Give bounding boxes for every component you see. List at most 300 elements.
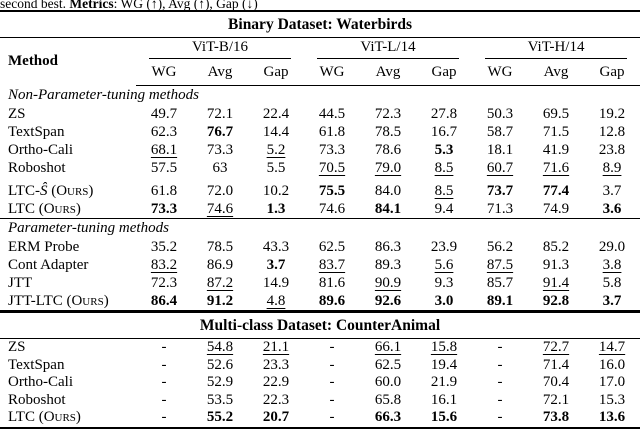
metric-value: 41.9 (542, 141, 570, 158)
metric-cell (416, 238, 472, 256)
metric-value: 74.6 (206, 200, 234, 217)
metric-value: 72.7 (542, 339, 570, 356)
metric-value: 35.2 (150, 238, 178, 255)
metric-value: 14.4 (262, 123, 290, 140)
metric-value: 86.9 (206, 256, 234, 273)
metric-cell (192, 256, 248, 274)
metric-cell (304, 409, 360, 428)
method-ours-tag: (Ours) (34, 409, 81, 426)
metric-cell (304, 159, 360, 177)
method-base: Cont Adapter (8, 256, 89, 273)
metric-cell (528, 105, 584, 123)
metric-cell (136, 409, 192, 428)
metric-value: 70.5 (318, 159, 346, 176)
metric-cell (136, 177, 192, 200)
metric-cell (360, 357, 416, 375)
metric-value: 74.6 (318, 200, 346, 217)
metric-value: 83.7 (318, 256, 346, 273)
metric-cell (136, 392, 192, 410)
method-name (0, 339, 136, 357)
metric-value: 61.8 (150, 182, 178, 199)
metric-cell (416, 374, 472, 392)
metric-cell (248, 159, 304, 177)
metric-value: 29.0 (598, 238, 626, 255)
metric-cell (584, 339, 640, 357)
metric-cell (136, 339, 192, 357)
metric-cell (136, 105, 192, 123)
model-group-header-row (0, 38, 640, 60)
metric-value: - (329, 339, 335, 356)
metric-cell (472, 159, 528, 177)
metric-value: - (329, 409, 335, 426)
metric-value: 5.6 (434, 256, 454, 273)
metric-cell (472, 141, 528, 159)
metric-cell (360, 374, 416, 392)
metric-value: 19.4 (430, 356, 458, 373)
group-header-vit-l14 (304, 38, 472, 60)
metric-value: 56.2 (486, 238, 514, 255)
method-name (0, 238, 136, 256)
metric-value: 13.6 (598, 409, 626, 426)
metric-value: 78.5 (374, 123, 402, 140)
method-ours-tag: (Ours) (62, 292, 109, 309)
metric-value: 54.8 (206, 339, 234, 356)
group-label: ViT-L/14 (360, 38, 416, 55)
metric-header-avg: Avg (528, 59, 584, 86)
metric-header-avg: Avg (192, 59, 248, 86)
metric-cell (192, 141, 248, 159)
group-label: ViT-B/16 (191, 38, 249, 55)
dataset-band-waterbirds (0, 11, 640, 38)
metric-value: 62.5 (374, 356, 402, 373)
metric-cell (248, 177, 304, 200)
metric-cell (472, 409, 528, 428)
metric-value: 75.5 (318, 182, 346, 199)
metric-value: 73.8 (542, 409, 570, 426)
metric-value: 22.9 (262, 374, 290, 391)
metric-cell (248, 339, 304, 357)
metric-value: 91.4 (542, 274, 570, 291)
metric-cell (416, 256, 472, 274)
metric-value: - (497, 374, 503, 391)
metric-cell (584, 409, 640, 428)
metric-value: 73.7 (486, 182, 514, 199)
metric-cell (360, 292, 416, 312)
method-base: TextSpan (8, 356, 65, 373)
metric-value: 1.3 (266, 200, 286, 217)
metric-value: - (497, 409, 503, 426)
metric-cell (528, 292, 584, 312)
metric-value: 23.8 (598, 141, 626, 158)
metric-cell (416, 123, 472, 141)
metric-value: 9.4 (434, 200, 454, 217)
table-row (0, 141, 640, 159)
metric-cell (472, 339, 528, 357)
metric-value: 20.7 (262, 409, 290, 426)
metric-cell (248, 256, 304, 274)
table-row (0, 274, 640, 292)
table-row (0, 159, 640, 177)
metric-cell (304, 105, 360, 123)
section-header-row (0, 219, 640, 239)
metric-cell (136, 141, 192, 159)
metric-value: 18.1 (486, 141, 514, 158)
method-name (0, 292, 136, 312)
metric-value: 3.8 (602, 256, 622, 273)
method-name (0, 409, 136, 428)
metric-cell (248, 123, 304, 141)
metric-cell (192, 274, 248, 292)
metric-cell (584, 141, 640, 159)
metric-cell (584, 392, 640, 410)
metric-cell (360, 238, 416, 256)
metric-value: 4.8 (266, 292, 286, 309)
metric-cell (304, 339, 360, 357)
metric-cell (528, 339, 584, 357)
metric-cell (584, 357, 640, 375)
metric-cell (528, 177, 584, 200)
metric-cell (416, 292, 472, 312)
metric-cell (472, 200, 528, 219)
metric-value: 63 (212, 159, 228, 176)
metric-value: 92.6 (374, 292, 402, 309)
metric-value: 53.5 (206, 391, 234, 408)
method-base: Roboshot (8, 391, 66, 408)
metric-value: 49.7 (150, 105, 178, 122)
method-name (0, 105, 136, 123)
metric-cell (416, 200, 472, 219)
method-name (0, 392, 136, 410)
metric-value: 3.7 (602, 182, 622, 199)
metric-value: - (497, 356, 503, 373)
metric-cell (360, 409, 416, 428)
metric-cell (528, 409, 584, 428)
metric-cell (584, 177, 640, 200)
metric-cell (304, 238, 360, 256)
metric-value: 66.1 (374, 339, 402, 356)
metric-value: 44.5 (318, 105, 346, 122)
table-row (0, 238, 640, 256)
metric-cell (136, 159, 192, 177)
metric-value: 22.3 (262, 391, 290, 408)
metric-cell (192, 374, 248, 392)
metric-cell (360, 141, 416, 159)
method-base: Ortho-Cali (8, 374, 73, 391)
metric-header-gap: Gap (584, 59, 640, 86)
metric-cell (192, 357, 248, 375)
metric-value: 5.3 (434, 141, 454, 158)
metric-value: 3.7 (266, 256, 286, 273)
metric-cell (528, 200, 584, 219)
metric-cell (248, 392, 304, 410)
method-ours-tag: (Ours) (47, 182, 94, 199)
metric-value: 21.1 (262, 339, 290, 356)
metric-header-wg: WG (472, 59, 528, 86)
metric-cell (304, 357, 360, 375)
method-variant: Ŝ (39, 182, 48, 199)
metric-value: 58.7 (486, 123, 514, 140)
method-name (0, 177, 136, 200)
metric-cell (472, 274, 528, 292)
metric-cell (528, 141, 584, 159)
metric-cell (248, 357, 304, 375)
metric-value: - (497, 391, 503, 408)
section-header-row (0, 86, 640, 106)
dataset-band-title: Binary Dataset: Waterbirds (0, 11, 640, 38)
metric-value: 72.1 (542, 391, 570, 408)
group-header-vit-h14 (472, 38, 640, 60)
metric-value: 72.3 (374, 105, 402, 122)
metric-cell (416, 392, 472, 410)
table-row (0, 339, 640, 357)
metric-cell (136, 200, 192, 219)
metric-value: 78.6 (374, 141, 402, 158)
metric-cell (248, 409, 304, 428)
table-row (0, 392, 640, 410)
metric-cell (472, 357, 528, 375)
metric-cell (136, 256, 192, 274)
metric-value: 65.8 (374, 391, 402, 408)
metric-value: 81.6 (318, 274, 346, 291)
metric-cell (472, 105, 528, 123)
metric-cell (136, 292, 192, 312)
metric-value: 85.7 (486, 274, 514, 291)
metric-cell (360, 274, 416, 292)
method-base: ZS (8, 105, 26, 122)
metric-cell (248, 200, 304, 219)
metric-value: - (161, 409, 167, 426)
metric-value: 72.0 (206, 182, 234, 199)
table-row (0, 256, 640, 274)
table-row (0, 374, 640, 392)
dataset-band-title: Multi-class Dataset: CounterAnimal (0, 312, 640, 339)
metric-cell (584, 123, 640, 141)
metric-cell (416, 141, 472, 159)
metric-value: 15.8 (430, 339, 458, 356)
method-base: Roboshot (8, 159, 66, 176)
metric-cell (416, 357, 472, 375)
metric-cell (136, 238, 192, 256)
metric-value: 3.0 (434, 292, 454, 309)
method-name (0, 374, 136, 392)
metric-value: - (329, 356, 335, 373)
metric-value: 15.3 (598, 391, 626, 408)
metric-cell (584, 159, 640, 177)
metric-value: 8.5 (434, 182, 454, 199)
metric-cell (528, 256, 584, 274)
metric-value: 27.8 (430, 105, 458, 122)
metric-cell (416, 159, 472, 177)
table-row (0, 105, 640, 123)
metric-cell (304, 256, 360, 274)
metric-cell (528, 159, 584, 177)
metric-value: 9.3 (434, 274, 454, 291)
metric-value: 16.0 (598, 356, 626, 373)
metric-header-wg: WG (304, 59, 360, 86)
method-name (0, 159, 136, 177)
method-name (0, 274, 136, 292)
metric-cell (528, 238, 584, 256)
metric-cell (304, 292, 360, 312)
metric-cell (584, 200, 640, 219)
method-base: ERM Probe (8, 238, 80, 255)
metric-value: 70.4 (542, 374, 570, 391)
metric-value: 43.3 (262, 238, 290, 255)
metric-value: 5.2 (266, 141, 286, 158)
metric-value: 60.0 (374, 374, 402, 391)
metric-cell (472, 392, 528, 410)
metric-value: 89.3 (374, 256, 402, 273)
metric-cell (528, 374, 584, 392)
metric-value: 57.5 (150, 159, 178, 176)
metric-value: 74.9 (542, 200, 570, 217)
metric-cell (360, 256, 416, 274)
metric-cell (528, 274, 584, 292)
metric-cell (192, 123, 248, 141)
metric-cell (584, 292, 640, 312)
metric-value: 85.2 (542, 238, 570, 255)
metric-value: 52.6 (206, 356, 234, 373)
metric-cell (248, 292, 304, 312)
metric-cell (304, 274, 360, 292)
metric-header-gap: Gap (248, 59, 304, 86)
metric-value: 73.3 (150, 200, 178, 217)
metric-value: - (329, 391, 335, 408)
metric-value: 8.9 (602, 159, 622, 176)
metric-cell (584, 238, 640, 256)
metric-cell (584, 256, 640, 274)
method-name (0, 256, 136, 274)
metric-cell (416, 274, 472, 292)
metric-value: 15.6 (430, 409, 458, 426)
metric-cell (584, 274, 640, 292)
metric-value: 69.5 (542, 105, 570, 122)
metric-cell (304, 392, 360, 410)
metric-cell (136, 357, 192, 375)
metric-cell (304, 177, 360, 200)
method-base: LTC (8, 409, 35, 426)
metric-value: 71.6 (542, 159, 570, 176)
metric-value: - (161, 356, 167, 373)
metric-cell (136, 123, 192, 141)
group-label: ViT-H/14 (527, 38, 585, 55)
metric-value: 78.5 (206, 238, 234, 255)
caption-prefix: second best. (0, 0, 70, 11)
method-name (0, 357, 136, 375)
metric-value: 71.5 (542, 123, 570, 140)
metric-header-gap: Gap (416, 59, 472, 86)
metric-cell (192, 409, 248, 428)
metric-value: 91.2 (206, 292, 234, 309)
metric-value: 87.5 (486, 256, 514, 273)
metric-value: 5.8 (602, 274, 622, 291)
metric-value: 68.1 (150, 141, 178, 158)
metric-value: 71.3 (486, 200, 514, 217)
method-base: LTC- (8, 182, 40, 199)
metric-cell (360, 200, 416, 219)
metric-cell (248, 105, 304, 123)
metric-cell (472, 238, 528, 256)
metric-cell (472, 177, 528, 200)
metric-value: 55.2 (206, 409, 234, 426)
metric-value: 84.0 (374, 182, 402, 199)
metric-cell (528, 123, 584, 141)
caption-metrics-label: Metrics (69, 0, 114, 11)
metric-value: 19.2 (598, 105, 626, 122)
metric-value: 66.3 (374, 409, 402, 426)
metric-value: 73.3 (206, 141, 234, 158)
table-row (0, 123, 640, 141)
metric-cell (360, 105, 416, 123)
metric-cell (472, 123, 528, 141)
metric-cell (528, 392, 584, 410)
metric-cell (304, 374, 360, 392)
metric-cell (416, 409, 472, 428)
metric-cell (136, 374, 192, 392)
metric-cell (248, 141, 304, 159)
metric-value: 62.5 (318, 238, 346, 255)
metric-value: 52.9 (206, 374, 234, 391)
method-name (0, 141, 136, 159)
metric-cell (304, 123, 360, 141)
metric-cell (472, 256, 528, 274)
metric-value: 17.0 (598, 374, 626, 391)
metric-value: - (329, 374, 335, 391)
method-column-header: Method (8, 53, 58, 70)
metric-value: 16.7 (430, 123, 458, 140)
metric-cell (248, 374, 304, 392)
metric-cell (192, 159, 248, 177)
metric-value: 3.6 (602, 200, 622, 217)
metric-header-wg: WG (136, 59, 192, 86)
metric-value: 60.7 (486, 159, 514, 176)
group-header-vit-b16 (136, 38, 304, 60)
metric-value: 23.9 (430, 238, 458, 255)
metric-cell (360, 159, 416, 177)
method-base: ZS (8, 339, 26, 356)
metric-value: 3.7 (602, 292, 622, 309)
metric-cell (192, 200, 248, 219)
metric-cell (584, 374, 640, 392)
metric-value: 90.9 (374, 274, 402, 291)
metric-cell (472, 374, 528, 392)
metric-value: - (161, 391, 167, 408)
table-row (0, 357, 640, 375)
method-name (0, 200, 136, 219)
metric-value: 76.7 (206, 123, 234, 140)
metric-cell (528, 357, 584, 375)
table-row (0, 177, 640, 200)
metric-value: 50.3 (486, 105, 514, 122)
metric-value: 16.1 (430, 391, 458, 408)
metric-cell (472, 292, 528, 312)
metric-value: 73.3 (318, 141, 346, 158)
metric-value: 22.4 (262, 105, 290, 122)
metric-cell (192, 339, 248, 357)
metric-value: 89.1 (486, 292, 514, 309)
metric-value: 91.3 (542, 256, 570, 273)
metric-header-avg: Avg (360, 59, 416, 86)
metric-cell (360, 392, 416, 410)
metric-value: - (161, 374, 167, 391)
metric-cell (136, 274, 192, 292)
metric-value: 92.8 (542, 292, 570, 309)
metric-cell (360, 339, 416, 357)
metric-value: 71.4 (542, 356, 570, 373)
table-row (0, 409, 640, 428)
metric-value: 72.3 (150, 274, 178, 291)
metric-cell (416, 339, 472, 357)
